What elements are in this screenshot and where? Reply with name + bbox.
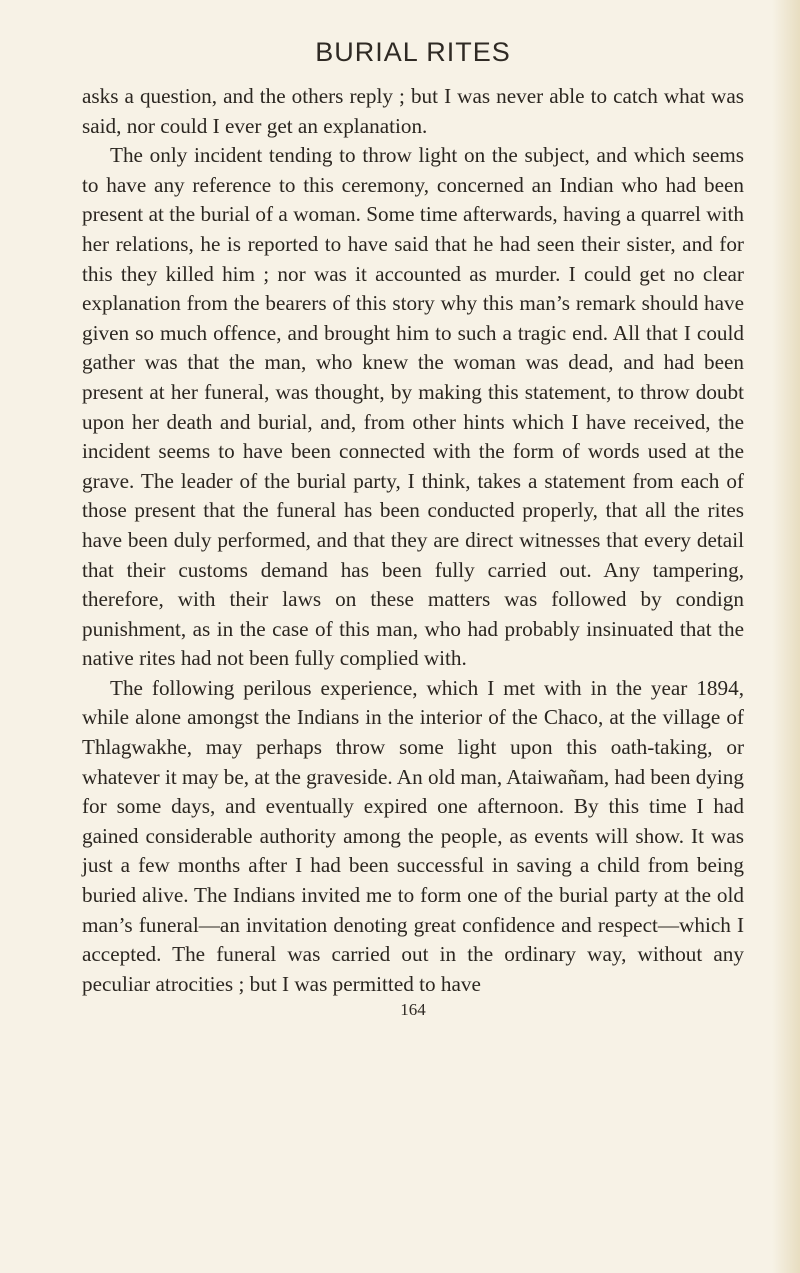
paragraph-experience: The following perilous experience, which I met with in the year 1894, while alone amongst the Indians in the interior of the Chaco, at the village of Thlagwakhe, may perhaps throw some light upon this oath-taking, or whatever it may be, at the graveside. An old man, Ataiwañam, had been dying for some days, and eventually expired one afternoon. By this time I had gained considerable authority among the people, as events will show. It was just a few months after I had been successful in saving a child from being buried alive. The Indians invited me to form one of the burial party at the old man’s funeral—an invitation denoting great confidence and respect—which I accepted. The funeral was carried out in the ordinary way, without any peculiar atrocities ; but I was permitted to have	[82, 675, 744, 996]
page-number: 164	[400, 1000, 426, 1020]
paragraph-incident: The only incident tending to throw light on the subject, and which seems to have any reference to this ceremony, concerned an Indian who had been present at the burial of a woman. Some time afterwards, having a quarrel with her relations, he is reported to have said that he had seen their sister, and for this they killed him ; nor was it accounted as murder. I could get no clear explanation from the bearers of this story why this man’s remark should have given so much offence, and brought him to such a tragic end. All that I could gather was that the man, who knew the woman was dead, and had been present at her funeral, was thought, by making this statement, to throw doubt upon her death and burial, and, from other hints which I have received, the incident seems to have been connected with the form of words used at the grave. The leader of the burial party, I think, takes a statement from each of those present that the funeral has been conducted properly, that all the rites have been duly performed, and that they are direct witnesses that every detail that their customs demand has been fully carried out. Any tampering, therefore, with their laws on these matters was followed by condign punishment, as in the case of this man, who had probably insinuated that the native rites had not been fully complied with.	[82, 143, 744, 671]
body-text	[82, 82, 744, 999]
running-head: BURIAL RITES	[315, 37, 511, 67]
paragraph-continued: asks a question, and the others reply ; but I was never able to catch what was said, nor could I ever get an explanation.	[82, 84, 744, 138]
